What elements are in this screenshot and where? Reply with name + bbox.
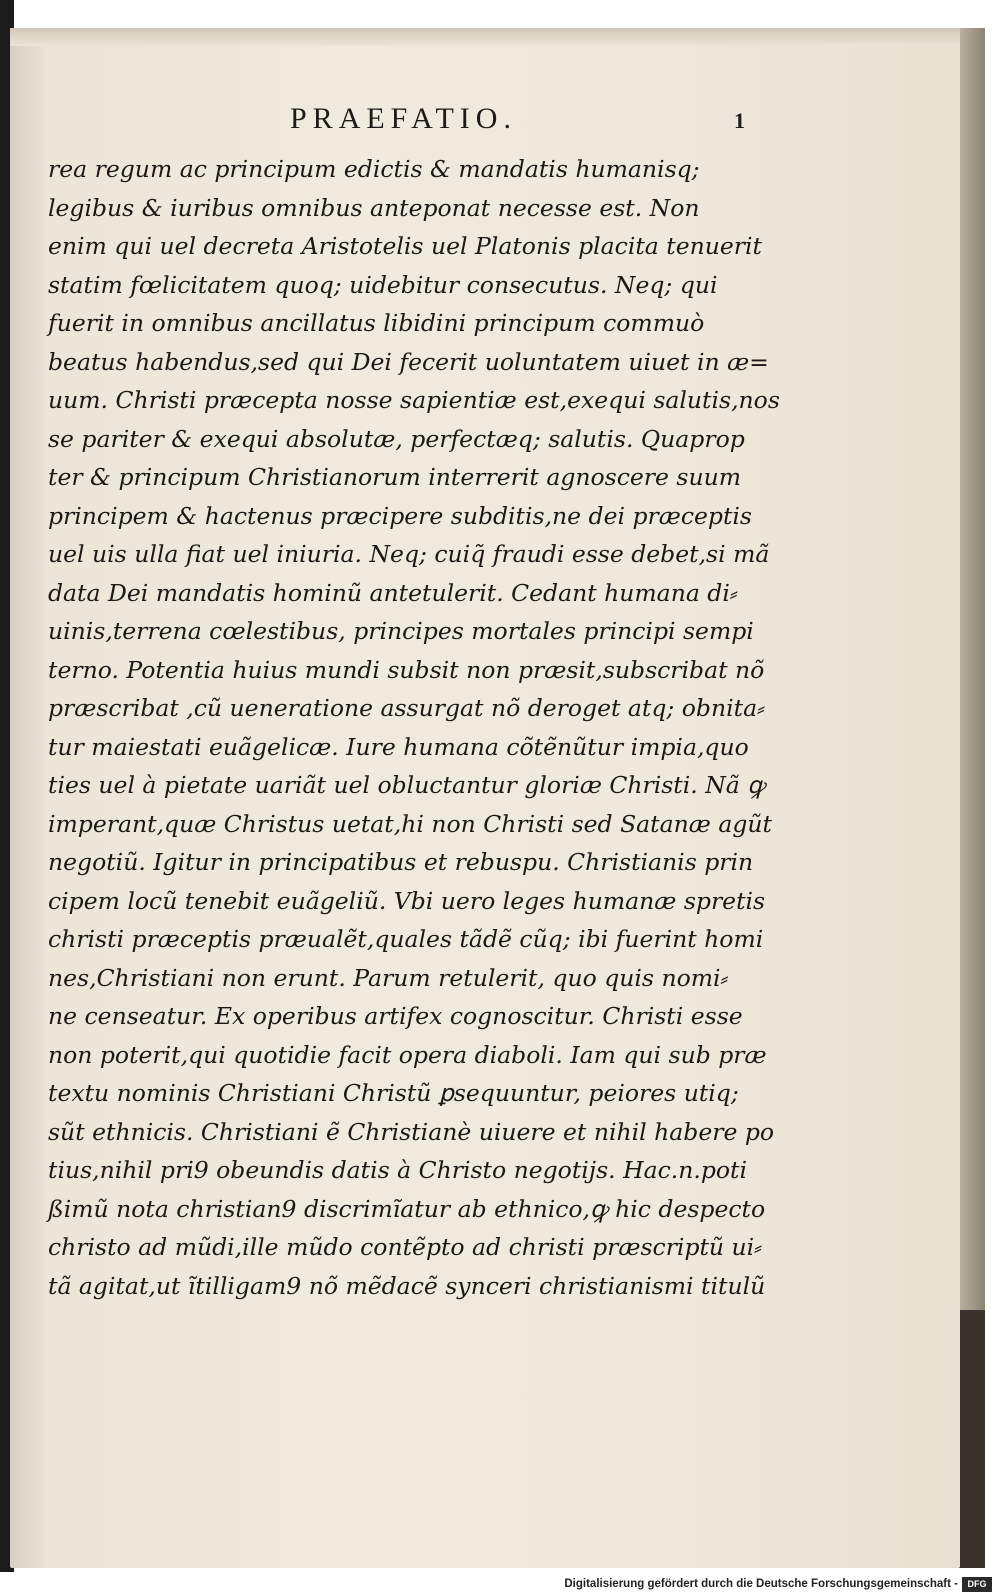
text-line: beatus habendus,sed qui Dei fecerit uoluntatem uiuet in æ= — [48, 347, 769, 376]
body-text — [48, 150, 780, 1305]
text-line: fuerit in omnibus ancillatus libidini principum commuò — [48, 309, 705, 337]
text-line: ßimũ nota christian9 discrimĩatur ab ethnico,ꝙ hic despecto — [48, 1194, 766, 1223]
text-line: uum. Christi præcepta nosse sapientiæ est,exequi salutis,nos — [48, 386, 780, 414]
text-line: cipem locũ tenebit euãgeliũ. Vbi uero leges humanæ spretis — [48, 886, 766, 915]
folio-number: 1 — [734, 108, 745, 133]
text-line: uinis,terrena cœlestibus, principes mortales principi sempi — [48, 617, 754, 645]
text-line: enim qui uel decreta Aristotelis uel Platonis placita tenuerit — [48, 232, 762, 260]
running-header — [0, 102, 1000, 142]
text-line: legibus & iuribus omnibus anteponat necesse est. Non — [48, 193, 700, 222]
text-line: imperant,quæ Christus uetat,hi non Christi sed Satanæ agũt — [48, 809, 772, 838]
running-title: PRAEFATIO. — [290, 102, 517, 135]
text-line: se pariter & exequi absolutæ, perfectæq; salutis. Quaprop — [48, 424, 745, 453]
text-line: tur maiestati euãgelicæ. Iure humana cõtẽnũtur impia,quo — [48, 732, 749, 761]
text-line: statim fœlicitatem quoq; uidebitur consecutus. Neq; qui — [48, 270, 718, 299]
text-line: christi præceptis præualẽt,quales tãdẽ cũq; ibi fuerint homi — [48, 925, 764, 953]
digitization-footer — [0, 1574, 1000, 1596]
text-line: ter & principum Christianorum interrerit agnoscere suum — [48, 463, 742, 491]
text-line: præscribat ,cũ ueneratione assurgat nõ deroget atq; obnita⸗ — [48, 694, 765, 722]
text-line: terno. Potentia huius mundi subsit non præsit,subscribat nõ — [48, 655, 765, 684]
text-line: data Dei mandatis hominũ antetulerit. Cedant humana di⸗ — [48, 578, 738, 607]
text-line: tã agitat,ut ĩtilligam9 nõ mẽdacẽ synceri christianismi titulũ — [48, 1271, 766, 1300]
page-top-shading — [10, 28, 960, 46]
text-line: negotiũ. Igitur in principatibus et rebuspu. Christianis prin — [48, 848, 754, 876]
text-line: nes,Christiani non erunt. Parum retulerit, quo quis nomi⸗ — [48, 963, 729, 992]
text-line: uel uis ulla fiat uel iniuria. Neq; cuiq̃ fraudi esse debet,si mã — [48, 540, 770, 568]
dfg-logo: DFG — [962, 1577, 992, 1592]
text-line: non poterit,qui quotidie facit opera diaboli. Iam qui sub præ — [48, 1040, 767, 1069]
text-line: sũt ethnicis. Christiani ẽ Christianè uiuere et nihil habere po — [48, 1117, 775, 1146]
text-line: principem & hactenus præcipere subditis,ne dei præceptis — [48, 501, 752, 530]
text-line: tius,nihil pri9 obeundis datis à Christo negotijs. Hac.n.poti — [48, 1156, 747, 1184]
text-line: ne censeatur. Ex operibus artifex cognoscitur. Christi esse — [48, 1002, 743, 1030]
text-line: christo ad mũdi,ille mũdo contẽpto ad christi præscriptũ ui⸗ — [48, 1233, 763, 1261]
text-line: textu nominis Christiani Christũ ꝑsequuntur, peiores utiq; — [48, 1079, 739, 1107]
text-line: rea regum ac principum edictis & mandatis humanisq; — [48, 155, 700, 183]
funding-credit: Digitalisierung gefördert durch die Deutsche Forschungsgemeinschaft - — [564, 1578, 958, 1590]
text-line: ties uel à pietate uariãt uel obluctantur gloriæ Christi. Nã ꝙ — [48, 771, 765, 799]
